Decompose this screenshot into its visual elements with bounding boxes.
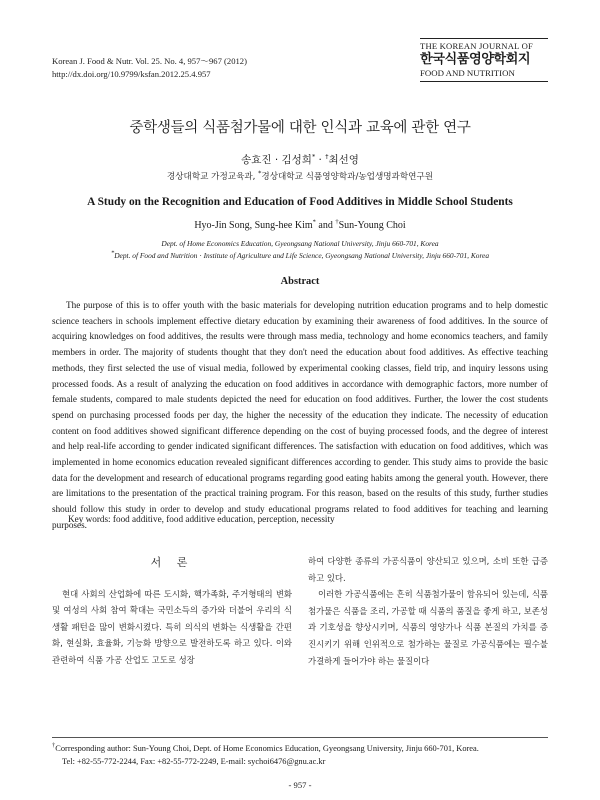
affiliation-korean [0,170,600,182]
author-english-2: Sun-Young Choi [338,220,406,231]
doi-link[interactable]: http://dx.doi.org/10.9799/ksfan.2012.25.4.957 [52,68,211,79]
authors-korean [0,152,600,167]
body-column-right [308,553,548,669]
affiliation-korean-part1: 경상대학교 가정교육과, [166,172,259,182]
masthead-korean: 한국식품영양학회지 [420,52,531,67]
footnote-mark: † [52,742,56,750]
affiliation-korean-part2: 경상대학교 식품영양학과/농업생명과학연구원 [261,172,434,182]
footnote-divider [52,737,548,738]
footnote-contact: Tel: +82-55-772-2244, Fax: +82-55-772-2249, E-mail: sychoi6476@gnu.ac.kr [62,756,326,766]
intro-paragraph-1: 현대 사회의 산업화에 따른 도시화, 핵가족화, 주거형태의 변화 및 여성의 사회 참여 확대는 국민소득의 증가와 더불어 우리의 식생활 패턴을 많이 변화시켰다. 특히 의식의 변화는 식생활을 간편화, 현실화, 효율화, 기능화 방향으로 발전하도록 하고 있다. 이와 관련하여 식품 가공 산업도 고도로 성장 [52,588,292,665]
author-mark-dagger: † [325,152,329,161]
affiliation-english-1: Dept. of Home Economics Education, Gyeongsang National University, Jinju 660-701, Korea [161,239,439,248]
journal-masthead [420,38,548,82]
keywords: Key words: food additive, food additive education, perception, necessity [68,514,335,524]
author-english-and: and [315,220,336,231]
affiliation-mark: * [258,169,262,178]
journal-reference [52,55,247,80]
masthead-rule [420,38,548,39]
journal-citation: Korean J. Food & Nutr. Vol. 25. No. 4, 957～967 (2012) [52,56,247,66]
page-number: - 957 - [288,780,312,790]
footnote-author: Corresponding author: Sun-Young Choi, Dept. of Home Economics Education, Gyeongsang University, Jinju 660-701, Korea. [55,744,479,753]
author-korean-2: 최선영 [328,154,359,166]
abstract-body: The purpose of this is to offer youth with the basic materials for developing nutrition education programs and to help domestic science teachers in schools implement effective dietary education by examining their awareness of food additives. In the source of acquiring knowledges on food additives, the results were through mass media, technology and home economics teachers, and family members in order. The majority of students thought that they don't need the education about food additives. As effective teaching methods, they first selected the use of visual media, followed by experimental cooking classes, field trip, and inquiry lessons using processed foods. As a result of analyzing the education on food additives in accordance with demographic factors, more number of female students, compared to male students depicted the need for education on food additives. Further, the lower the cost students spend on purchasing processed foods per day, the higher the necessity of the education they indicate. The necessity of education content on food additives showed significant difference depending on the cost of buying processed foods, and the degree of interest and help real-life according to gender indicated significant differences. The satisfaction with education on food additives, which was implemented in home economics education revealed significant differences according to gender. This study aims to provide the basic data for the development and research of educational programs regarding good eating habits among the general youth. However, there are limitations to the presentation of the practical training program. For this reason, based on the results of this study, further studies should follow this study in order to develop and study educational programs related to food additives for teaching and learning purposes. [52,300,548,530]
body-column-left [52,555,292,669]
intro-paragraph-continued: 하여 다양한 종류의 가공식품이 양산되고 있으며, 소비 또한 급증하고 있다. [308,556,548,583]
author-english-1: Hyo-Jin Song, Sung-hee Kim [194,220,313,231]
author-en-mark-asterisk: * [312,218,316,226]
footnote-line-1 [52,743,552,756]
title-korean: 중학생들의 식품첨가물에 대한 인식과 교육에 관한 연구 [129,120,471,136]
author-en-mark-dagger: † [335,218,339,226]
affiliation-english-2 [0,251,600,260]
affiliation-english-mark: * [110,249,115,257]
intro-paragraph-2: 이러한 가공식품에는 흔히 식품첨가물이 함유되어 있는데, 식품첨가물은 식품을 조리, 가공할 때 식품의 품질을 좋게 하고, 보존성과 기호성을 향상시키며, 식품의 영양가나 식품 본질의 가치를 증진시키기 위해 인위적으로 첨가하는 물질로 가공식품에는 필수불가결하게 들어가야 하는 물질이다 [308,589,548,666]
author-mark-asterisk: * [311,152,316,161]
title-english: A Study on the Recognition and Education of Food Additives in Middle School Students [87,196,513,208]
masthead-english-bottom: FOOD AND NUTRITION [420,68,548,82]
affiliation-english-2-text: Dept. of Food and Nutrition ⋅ Institute of Agriculture and Life Science, Gyeongsang National University, Jinju 660-701, Korea [114,251,490,260]
section-heading-introduction: 서 론 [150,556,194,569]
corresponding-author-footnote [52,743,552,768]
authors-english [0,220,600,231]
author-korean-1: 송효진 · 김성희 [241,154,312,166]
abstract-heading: Abstract [280,276,320,287]
author-separator: · [315,154,326,166]
masthead-english-top: THE KOREAN JOURNAL OF [420,41,533,51]
